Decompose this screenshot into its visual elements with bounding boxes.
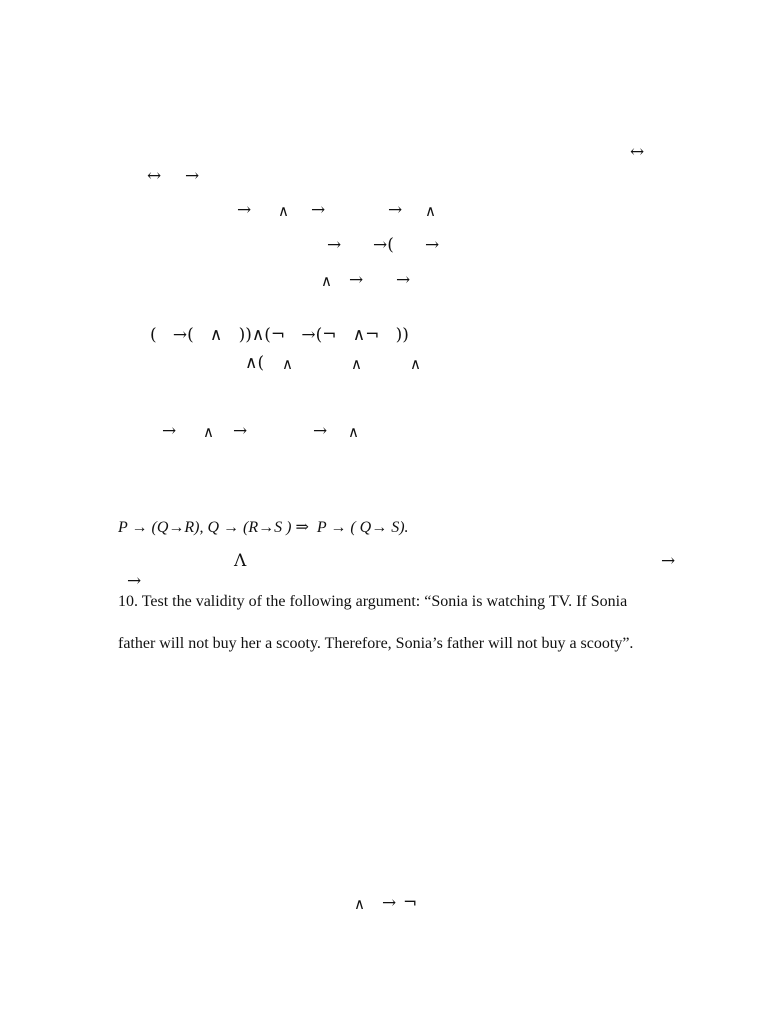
implication-symbol: → [425, 235, 440, 255]
conjunction-symbol: ∧ [351, 355, 362, 373]
question-10-line-1: 10. Test the validity of the following argument: “Sonia is watching TV. If Sonia [118, 593, 628, 610]
conjunction-symbol: ∧ [354, 895, 365, 913]
conjunction-symbol: ∧ [410, 355, 421, 373]
implication-symbol: → [313, 421, 328, 441]
conjunction-paren-symbol: ∧( [245, 353, 265, 373]
conjunction-symbol: ∧ [278, 202, 289, 220]
biconditional-symbol: ↔ [147, 166, 162, 186]
implication-symbol: → [388, 200, 403, 220]
inference-formula: P → (Q→R), Q → (R→S ) ⇒ P → ( Q→ S). [118, 519, 409, 536]
implication-symbol: → [311, 200, 326, 220]
implication-paren-symbol: →( [373, 235, 394, 255]
implication-symbol: → [327, 235, 342, 255]
conjunction-symbol: ∧ [203, 423, 214, 441]
compound-expression: ( →( ∧ ))∧(¬ →(¬ ∧¬ )) [150, 325, 409, 345]
conjunction-symbol: ∧ [425, 202, 436, 220]
conjunction-symbol: ∧ [282, 355, 293, 373]
conjunction-symbol: ∧ [348, 423, 359, 441]
implication-symbol: → [127, 571, 142, 591]
implication-symbol: → [185, 166, 200, 186]
conjunction-symbol: ∧ [321, 272, 332, 290]
implication-symbol: → [162, 421, 177, 441]
negation-symbol: ¬ [403, 893, 418, 913]
question-10-line-2: father will not buy her a scooty. Therefore, Sonia’s father will not buy a scooty”. [118, 635, 634, 652]
implication-symbol: → [237, 200, 252, 220]
implication-symbol: → [396, 270, 411, 290]
implication-symbol: → [661, 551, 676, 571]
lambda-symbol: Λ [234, 551, 247, 571]
implication-symbol: → [349, 270, 364, 290]
implication-symbol: → [382, 893, 397, 913]
implication-symbol: → [233, 421, 248, 441]
biconditional-symbol: ↔ [630, 142, 645, 162]
